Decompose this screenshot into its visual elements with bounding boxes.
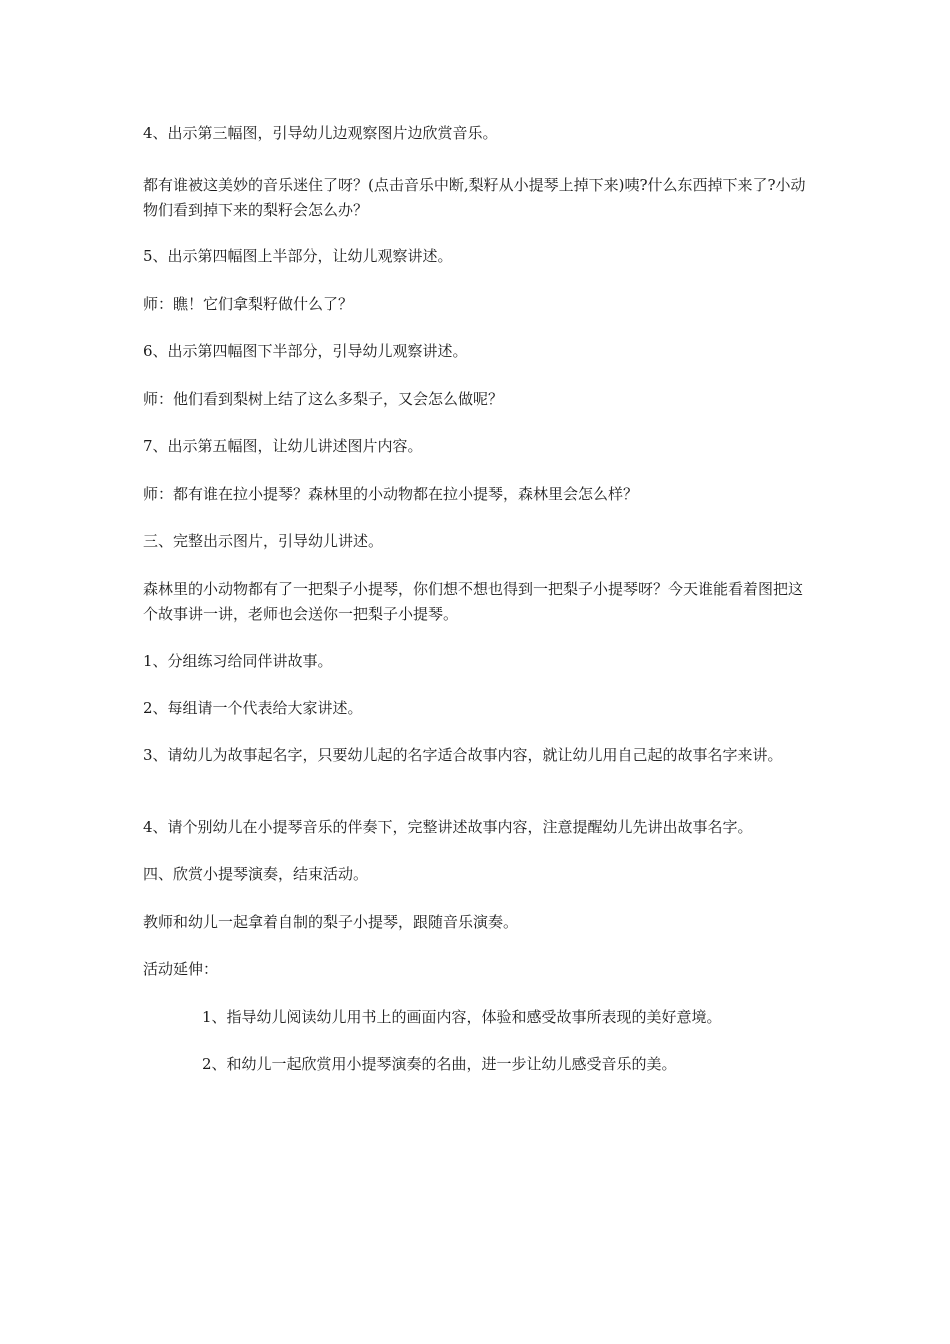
paragraph-item-3-name-story: 3、请幼儿为故事起名字，只要幼儿起的名字适合故事内容，就让幼儿用自己起的故事名字来讲。 xyxy=(143,746,783,764)
paragraph-forest-violin-intro: 森林里的小动物都有了一把梨子小提琴，你们想不想也得到一把梨子小提琴呀？今天谁能看着图把这个故事讲一讲，老师也会送你一把梨子小提琴。 xyxy=(143,580,804,623)
paragraph-extension-item-2: 2、和幼儿一起欣赏用小提琴演奏的名曲，进一步让幼儿感受音乐的美。 xyxy=(202,1055,677,1073)
paragraph-extension-item-1: 1、指导幼儿阅读幼儿用书上的画面内容，体验和感受故事所表现的美好意境。 xyxy=(202,1008,722,1026)
paragraph-section-4-heading: 四、欣赏小提琴演奏，结束活动。 xyxy=(143,865,369,883)
paragraph-section-3-heading: 三、完整出示图片，引导幼儿讲述。 xyxy=(143,532,384,550)
paragraph-teacher-children-play: 教师和幼儿一起拿着自制的梨子小提琴，跟随音乐演奏。 xyxy=(143,913,519,931)
paragraph-step-7-fifth-picture: 7、出示第五幅图，让幼儿讲述图片内容。 xyxy=(143,437,423,455)
paragraph-teacher-question-3: 师：都有谁在拉小提琴？森林里的小动物都在拉小提琴，森林里会怎么样？ xyxy=(143,485,639,503)
paragraph-item-2-representative: 2、每组请一个代表给大家讲述。 xyxy=(143,699,363,717)
paragraph-activity-extension-heading: 活动延伸： xyxy=(143,960,219,978)
paragraph-step-6-fourth-picture-bottom: 6、出示第四幅图下半部分，引导幼儿观察讲述。 xyxy=(143,342,468,360)
paragraph-item-1-group-practice: 1、分组练习给同伴讲故事。 xyxy=(143,652,333,670)
paragraph-teacher-question-2: 师：他们看到梨树上结了这么多梨子，又会怎么做呢？ xyxy=(143,390,504,408)
paragraph-item-4-violin-accompaniment: 4、请个别幼儿在小提琴音乐的伴奏下，完整讲述故事内容，注意提醒幼儿先讲出故事名字。 xyxy=(143,818,753,836)
paragraph-step-5-fourth-picture-top: 5、出示第四幅图上半部分，让幼儿观察讲述。 xyxy=(143,247,453,265)
paragraph-step-4-third-picture: 4、出示第三幅图，引导幼儿边观察图片边欣赏音乐。 xyxy=(143,124,498,142)
paragraph-teacher-question-1: 师：瞧！它们拿梨籽做什么了？ xyxy=(143,295,354,313)
paragraph-music-question: 都有谁被这美妙的音乐迷住了呀？(点击音乐中断,梨籽从小提琴上掉下来)咦?什么东西掉下来了?小动物们看到掉下来的梨籽会怎么办？ xyxy=(143,176,806,219)
